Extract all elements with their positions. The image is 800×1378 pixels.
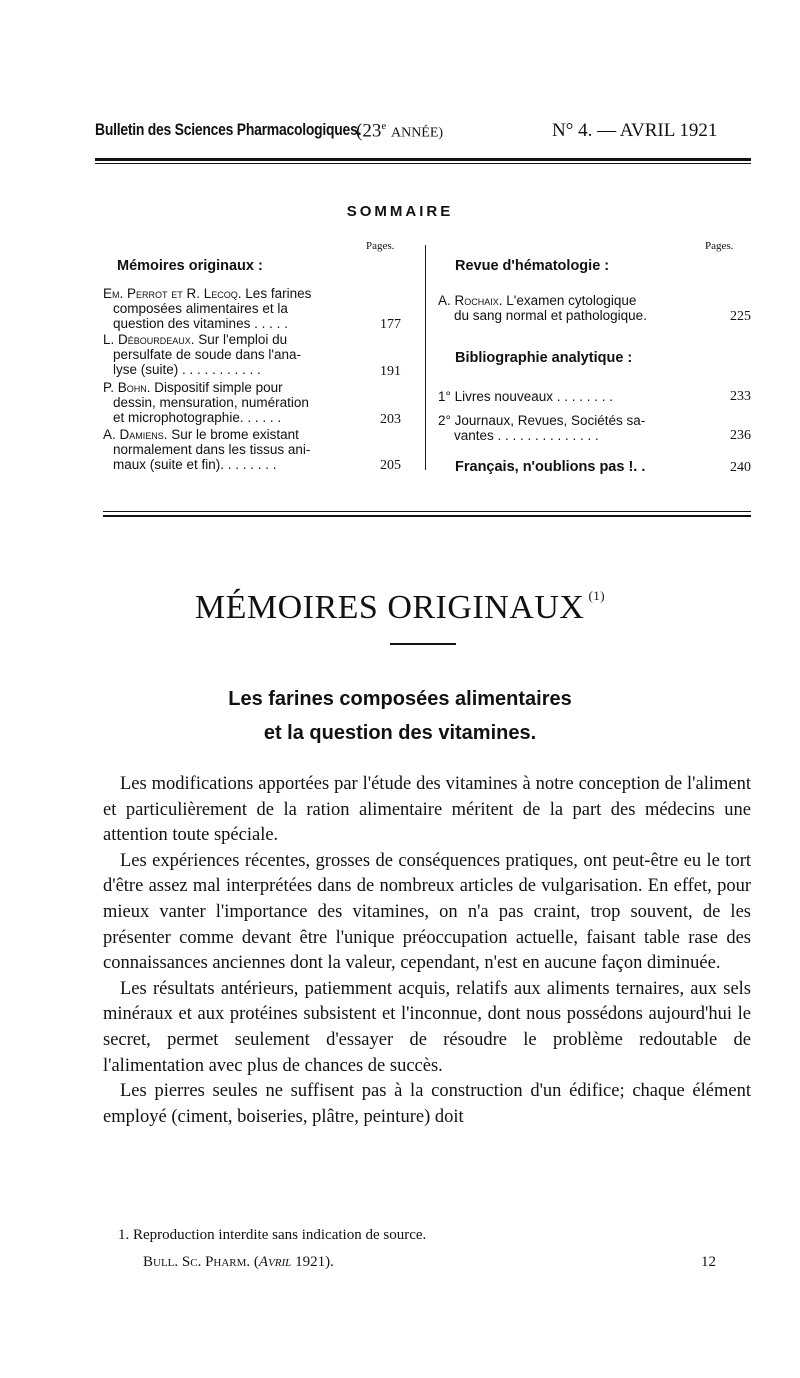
toc-page-177: 177 — [380, 317, 401, 332]
toc-entry-perrot: Em. Perrot et R. Lecoq. Les farines composées alimentaires et la question des vitamines . . . . . — [103, 286, 312, 331]
article-title-line-1: Les farines composées alimentaires — [228, 688, 572, 710]
toc-page-240: 240 — [730, 460, 751, 475]
header-rule-thick — [95, 158, 751, 161]
toc-page-205: 205 — [380, 458, 401, 473]
toc-entry-journaux: 2° Journaux, Revues, Sociétés sa- vantes . . . . . . . . . . . . . . — [438, 413, 646, 443]
toc-entry-damiens: A. Damiens. Sur le brome existant normalement dans les tissus ani- maux (suite et fin). . . . . . . . — [103, 427, 311, 472]
sommaire-title: SOMMAIRE — [346, 203, 454, 220]
year-label: (23e ANNÉE) — [356, 120, 444, 142]
footer-citation: Bull. Sc. Pharm. (Avril 1921). — [143, 1254, 334, 1270]
toc-page-191: 191 — [380, 364, 401, 379]
toc-page-203: 203 — [380, 412, 401, 427]
right-heading-bibliographie: Bibliographie analytique : — [455, 350, 633, 366]
article-title-line-2: et la question des vitamines. — [263, 722, 537, 744]
issue-label: N° 4. — AVRIL 1921 — [552, 120, 718, 141]
toc-entry-bohn: P. Bohn. Dispositif simple pour dessin, mensuration, numération et microphotographie. . . . . . — [103, 380, 309, 425]
paragraph: Les modifications apportées par l'étude des vitamines à notre conception de l'aliment et particulièrement de la ration alimentaire méritent de la part des médecins une attention toute spéciale. — [103, 774, 751, 846]
toc-entry-livres: 1° Livres nouveaux . . . . . . . . — [438, 389, 613, 404]
footnote: 1. Reproduction interdite sans indication de source. — [118, 1227, 427, 1243]
right-heading-hematologie: Revue d'hématologie : — [455, 258, 610, 274]
pages-label-right: Pages. — [705, 240, 734, 252]
toc-entry-debourdeaux: L. Débourdeaux. Sur l'emploi du persulfate de soude dans l'ana- lyse (suite) . . . . . . . . . . . — [103, 332, 301, 377]
paragraph: Les résultats antérieurs, patiemment acquis, relatifs aux aliments ternaires, aux sels minéraux et aux protéines subsistent et l'inconnue, dont nous possédons aujourd'hui le secret, permet seulement d'essayer de résoudre le problème redoutable de l'alimentation avec plus de chances de succès. — [103, 978, 751, 1076]
toc-entry-rochaix: A. Rochaix. L'examen cytologique du sang normal et pathologique. — [438, 293, 647, 323]
toc-page-236: 236 — [730, 428, 751, 443]
toc-entry-francais: Français, n'oublions pas !. . — [455, 459, 646, 475]
left-heading: Mémoires originaux : — [117, 258, 263, 274]
toc-page-233: 233 — [730, 389, 751, 404]
journal-title: Bulletin des Sciences Pharmacologiques. — [95, 120, 362, 139]
title-underline — [390, 643, 456, 645]
sommaire-rule-thick — [103, 515, 751, 517]
paragraph: Les expériences récentes, grosses de conséquences pratiques, ont peut-être eu le tort d'être assez mal interprétées dans de nombreux articles de vulgarisation. En effet, pour mieux vanter l'importance des vitamines, on n'a pas craint, trop souvent, de les présenter comme devant être l'unique préoccupation actuelle, faisant table rase des connaissances anciennes dont la valeur, cependant, n'est en aucune façon diminuée. — [103, 850, 751, 974]
sommaire-divider — [425, 245, 426, 470]
article-body — [103, 772, 751, 1130]
sommaire-rule-thin — [103, 511, 751, 512]
pages-label-left: Pages. — [366, 240, 395, 252]
section-title: MÉMOIRES ORIGINAUX $^{(1)}$ — [194, 588, 606, 626]
paragraph: Les pierres seules ne suffisent pas à la construction d'un édifice; chaque élément employé (ciment, boiseries, plâtre, peinture) doit — [103, 1081, 751, 1127]
toc-page-225: 225 — [730, 309, 751, 324]
page-number: 12 — [701, 1254, 716, 1270]
header-rule-thin — [95, 163, 751, 164]
